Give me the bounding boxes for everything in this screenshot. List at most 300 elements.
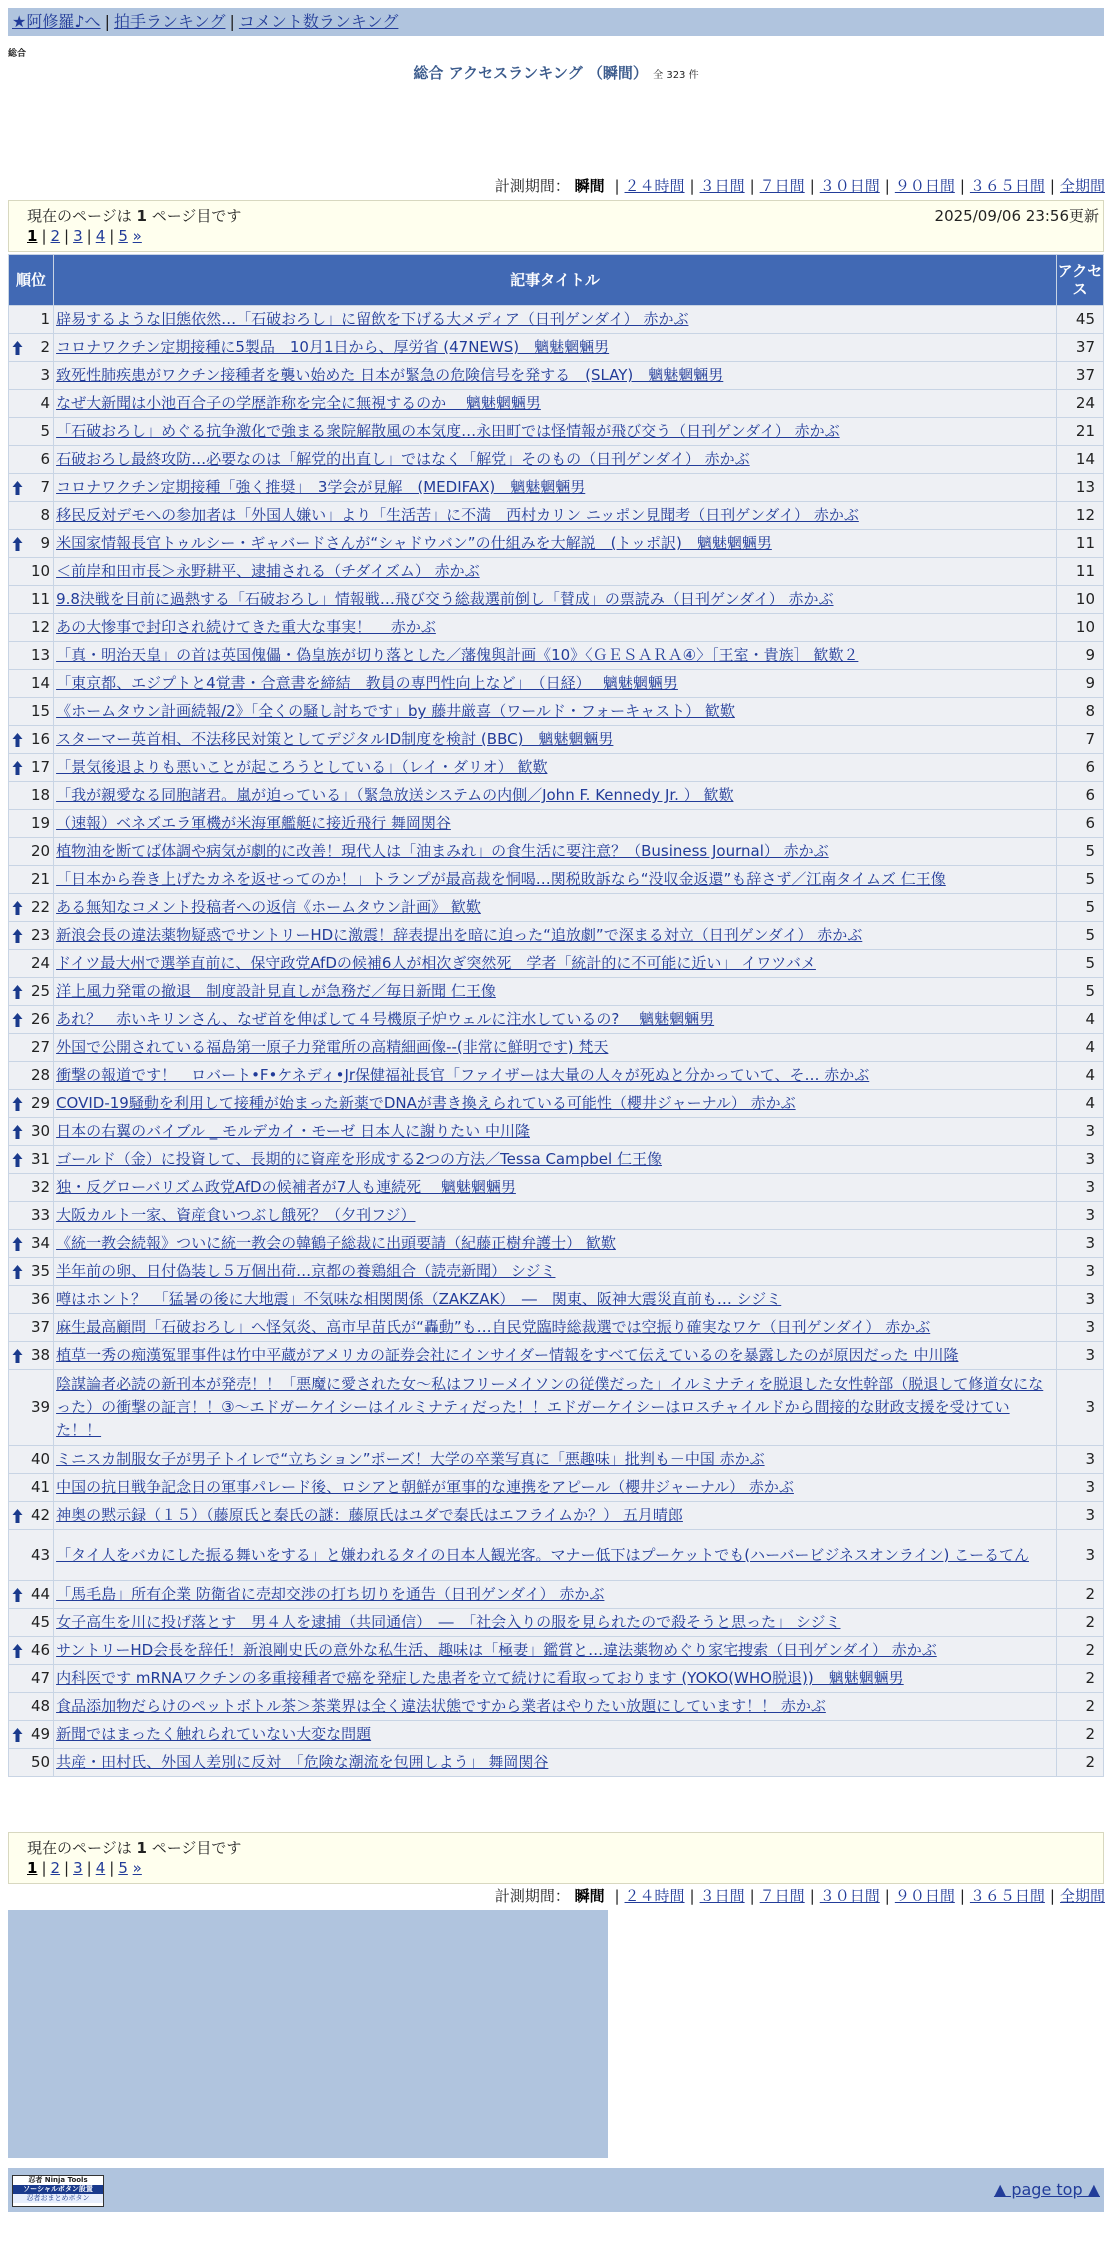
- rank-number: 6: [40, 450, 51, 468]
- article-link[interactable]: あれ？ 赤いキリンさん、なぜ首を伸ばして４号機原子炉ウェルに注水しているの? 魑魅魍魎男: [56, 1010, 715, 1028]
- table-row: [9, 1749, 1103, 1776]
- period-label: 計測期間：: [494, 177, 570, 195]
- rank-cell: [9, 698, 53, 725]
- title-cell: [54, 950, 1056, 977]
- pager-items: [37, 1859, 141, 1877]
- rank-number: 29: [30, 1094, 51, 1112]
- rank-number: 41: [30, 1478, 51, 1496]
- table-row: [9, 1502, 1103, 1529]
- rank-cell: [9, 950, 53, 977]
- article-link[interactable]: 植物油を断てば体調や病気が劇的に改善！現代人は「油まみれ」の食生活に要注意？（Business Journal） 赤かぶ: [56, 842, 829, 860]
- table-row: [9, 530, 1103, 557]
- access-count: 7: [1057, 726, 1103, 753]
- table-row: [9, 726, 1103, 753]
- access-count: 3: [1057, 1174, 1103, 1201]
- article-link[interactable]: COVID-19騒動を利用して接種が始まった新薬でDNAが書き換えられている可能性（櫻井ジャーナル） 赤かぶ: [56, 1094, 796, 1112]
- table-row: [9, 1721, 1103, 1748]
- article-link[interactable]: 食品添加物だらけのペットボトル茶＞茶業界は全く違法状態ですから業者はやりたい放題にしています！！ 赤かぶ: [56, 1697, 826, 1715]
- nav-separator: |: [104, 12, 110, 31]
- pager-page-link[interactable]: 3: [73, 227, 83, 245]
- up-arrow-icon: [12, 1508, 23, 1524]
- article-link[interactable]: 植草一秀の痴漢冤罪事件は竹中平蔵がアメリカの証券会社にインサイダー情報をすべて伝えているのを暴露したのが原因だった 中川隆: [56, 1346, 959, 1364]
- article-link[interactable]: 「タイ人をバカにした振る舞いをする」と嫌われるタイの日本人観光客。マナー低下はプーケットでも(ハーバービジネスオンライン) こーるてん: [56, 1545, 1029, 1564]
- access-count: 5: [1057, 922, 1103, 949]
- table-row: [9, 1034, 1103, 1061]
- period-link[interactable]: ２４時間: [624, 1887, 685, 1905]
- article-link[interactable]: 中国の抗日戦争記念日の軍事パレード後、ロシアと朝鮮が軍事的な連携をアピール（櫻井ジャーナル） 赤かぶ: [56, 1478, 794, 1496]
- period-separator: |: [689, 1887, 695, 1905]
- article-link[interactable]: 衝撃の報道です！ ロバート•F•ケネディ•Jr保健福祉長官「ファイザーは大量の人々が死ぬと分かっていて、そ… 赤かぶ: [56, 1066, 870, 1084]
- article-link[interactable]: 「我が親愛なる同胞諸君。嵐が迫っている」（緊急放送システムの内側／John F. Kennedy Jr. ） 歓歎: [56, 786, 734, 804]
- title-cell: [54, 1530, 1056, 1580]
- article-link[interactable]: 内科医です mRNAワクチンの多重接種者で癌を発症した患者を立て続けに看取っております (YOKO(WHO脱退)) 魑魅魍魎男: [56, 1669, 904, 1687]
- access-count: 10: [1057, 586, 1103, 613]
- title-cell: [54, 1258, 1056, 1285]
- access-count: 3: [1057, 1370, 1103, 1445]
- access-count: 5: [1057, 838, 1103, 865]
- table-row: [9, 1665, 1103, 1692]
- article-link[interactable]: 米国家情報長官トゥルシー・ギャバードさんが“シャドウバン”の仕組みを大解説 (トッポ訳) 魑魅魍魎男: [56, 534, 772, 552]
- period-separator: |: [749, 177, 755, 195]
- rank-number: 33: [30, 1206, 51, 1224]
- period-separator: |: [614, 177, 620, 195]
- rank-cell: [9, 1502, 53, 1529]
- pager-next-link[interactable]: »: [132, 1859, 142, 1877]
- pager-page-link[interactable]: 2: [50, 1859, 61, 1877]
- rank-number: 2: [40, 338, 51, 356]
- article-link[interactable]: サントリーHD会長を辞任！新浪剛史氏の意外な私生活、趣味は「極妻」鑑賞と…違法薬物めぐり家宅捜索（日刊ゲンダイ） 赤かぶ: [56, 1641, 937, 1659]
- table-row: [9, 1446, 1103, 1473]
- up-arrow-icon: [12, 480, 23, 496]
- title-cell: [54, 698, 1056, 725]
- article-link[interactable]: 外国で公開されている福島第一原子力発電所の高精細画像--(非常に鮮明です) 梵天: [56, 1038, 609, 1056]
- title-cell: [54, 530, 1056, 557]
- rank-cell: [9, 1342, 53, 1369]
- article-link[interactable]: ドイツ最大州で選挙直前に、保守政党AfDの候補6人が相次ぎ突然死 学者「統計的に不可能に近い」 イワツバメ: [56, 954, 816, 972]
- article-link[interactable]: 女子高生を川に投げ落とす 男４人を逮捕（共同通信） ― 「社会入りの服を見られたので殺そうと思った」 シジミ: [56, 1613, 841, 1631]
- article-link[interactable]: 「日本から巻き上げたカネを返せってのか！」トランプが最高裁を恫喝…関税敗訴なら“没収金返還”も辞さず／江南タイムズ 仁王像: [56, 870, 946, 888]
- access-header: アクセス: [1057, 255, 1103, 305]
- table-row: [9, 1090, 1103, 1117]
- pager-separator: |: [109, 227, 115, 245]
- pager-separator: |: [64, 1859, 70, 1877]
- period-separator: |: [959, 177, 965, 195]
- up-arrow-icon: [12, 900, 23, 916]
- table-row: [9, 782, 1103, 809]
- period-link[interactable]: ３０日間: [819, 1887, 880, 1905]
- title-cell: [54, 306, 1056, 333]
- article-link[interactable]: 辟易するような旧態依然…「石破おろし」に留飲を下げる大メディア（日刊ゲンダイ） 赤かぶ: [56, 310, 689, 328]
- rank-number: 18: [30, 786, 51, 804]
- rank-cell: [9, 390, 53, 417]
- period-current: 瞬間: [574, 177, 605, 195]
- rank-cell: [9, 1314, 53, 1341]
- rank-number: 50: [30, 1753, 51, 1771]
- ninja-social-button[interactable]: [12, 2175, 104, 2207]
- access-count: 3: [1057, 1146, 1103, 1173]
- pager-next-link[interactable]: »: [132, 227, 142, 245]
- access-count: 3: [1057, 1286, 1103, 1313]
- rank-number: 22: [30, 898, 51, 916]
- access-count: 5: [1057, 866, 1103, 893]
- title-cell: [54, 754, 1056, 781]
- rank-cell: [9, 1530, 53, 1580]
- period-link[interactable]: ３６５日間: [969, 1887, 1045, 1905]
- table-row: [9, 950, 1103, 977]
- pager-separator: |: [86, 227, 92, 245]
- article-link[interactable]: 新聞ではまったく触れられていない大変な問題: [56, 1725, 372, 1743]
- article-link[interactable]: 日本の右翼のバイブル _ モルデカイ・モーゼ 日本人に謝りたい 中川隆: [56, 1122, 530, 1140]
- title-cell: [54, 1446, 1056, 1473]
- article-link[interactable]: 「真・明治天皇」の首は英国傀儡・偽皇族が切り落とした／藩傀與計画《10》〈ＧＥＳＡＲＡ④〉［王室・貴族］ 歓歎２: [56, 646, 859, 664]
- article-link[interactable]: 新浪会長の違法薬物疑惑でサントリーHDに激震！辞表提出を暗に迫った“追放劇”で深まる対立（日刊ゲンダイ） 赤かぶ: [56, 926, 863, 944]
- rank-cell: [9, 782, 53, 809]
- title-cell: [54, 1118, 1056, 1145]
- pager-page-link[interactable]: 3: [73, 1859, 83, 1877]
- title-cell: [54, 782, 1056, 809]
- rank-cell: [9, 1174, 53, 1201]
- rank-cell: [9, 754, 53, 781]
- rank-cell: [9, 1721, 53, 1748]
- rank-cell: [9, 446, 53, 473]
- rank-number: 27: [30, 1038, 51, 1056]
- access-count: 13: [1057, 474, 1103, 501]
- article-link[interactable]: 洋上風力発電の撤退 制度設計見直しが急務だ／毎日新聞 仁王像: [56, 982, 496, 1000]
- pager-separator: |: [64, 227, 70, 245]
- period-separator: |: [749, 1887, 755, 1905]
- access-count: 3: [1057, 1202, 1103, 1229]
- title-cell: [54, 1090, 1056, 1117]
- pager-page-link[interactable]: 4: [95, 1859, 106, 1877]
- rank-number: 14: [30, 674, 51, 692]
- rank-number: 48: [30, 1697, 51, 1715]
- rank-number: 8: [40, 506, 51, 524]
- title-cell: [54, 586, 1056, 613]
- rank-cell: [9, 530, 53, 557]
- pager-status: [27, 205, 241, 226]
- pager-page-link[interactable]: 5: [118, 227, 128, 245]
- rank-number: 39: [30, 1398, 51, 1416]
- access-count: 37: [1057, 362, 1103, 389]
- title-cell: [54, 390, 1056, 417]
- title-cell: [54, 1749, 1056, 1776]
- article-link[interactable]: 致死性肺疾患がワクチン接種者を襲い始めた 日本が緊急の危険信号を発する (SLAY) 魑魅魍魎男: [56, 366, 724, 384]
- access-count: 3: [1057, 1502, 1103, 1529]
- pager-items: [37, 227, 141, 245]
- page-title: 総合 アクセスランキング （瞬間）: [413, 64, 648, 82]
- rank-cell: [9, 1637, 53, 1664]
- title-cell: [54, 1693, 1056, 1720]
- rank-cell: [9, 1370, 53, 1445]
- title-cell: [54, 614, 1056, 641]
- table-row: [9, 1474, 1103, 1501]
- rank-number: 32: [30, 1178, 51, 1196]
- rank-number: 30: [30, 1122, 51, 1140]
- rank-number: 11: [30, 590, 51, 608]
- up-arrow-icon: [12, 1152, 23, 1168]
- up-arrow-icon: [12, 1012, 23, 1028]
- table-row: [9, 866, 1103, 893]
- title-cell: [54, 1062, 1056, 1089]
- rank-number: 9: [40, 534, 51, 552]
- table-row: [9, 810, 1103, 837]
- rank-number: 31: [30, 1150, 51, 1168]
- article-link[interactable]: 半年前の卵、日付偽装し５万個出荷…京都の養鶏組合（読売新聞） シジミ: [56, 1262, 556, 1280]
- article-link[interactable]: 神奥の黙示録（１５）（藤原氏と秦氏の謎：藤原氏はユダで秦氏はエフライムか？） 五月晴郎: [56, 1506, 683, 1524]
- title-cell: [54, 334, 1056, 361]
- comment-ranking-link[interactable]: コメント数ランキング: [238, 12, 399, 31]
- article-link[interactable]: 《ホームタウン計画続報/2》「全くの騒し討ちです」by 藤井厳喜（ワールド・フォーキャスト） 歓歎: [56, 702, 735, 720]
- rank-cell: [9, 362, 53, 389]
- title-cell: [54, 1474, 1056, 1501]
- article-link[interactable]: 麻生最高顧問「石破おろし」へ怪気炎、高市早苗氏が“轟動”も…自民党臨時総裁選では空振り確実なワケ（日刊ゲンダイ） 赤かぶ: [56, 1318, 931, 1336]
- article-link[interactable]: 「石破おろし」めぐる抗争激化で強まる衆院解散風の本気度…永田町では怪情報が飛び交う（日刊ゲンダイ） 赤かぶ: [56, 422, 840, 440]
- title-cell: [54, 1146, 1056, 1173]
- table-row: [9, 1530, 1103, 1580]
- period-link[interactable]: 全期間: [1059, 1887, 1105, 1905]
- up-arrow-icon: [12, 1236, 23, 1252]
- table-row: [9, 1286, 1103, 1313]
- rank-number: 28: [30, 1066, 51, 1084]
- rank-cell: [9, 866, 53, 893]
- rank-cell: [9, 1202, 53, 1229]
- article-link[interactable]: （速報）ベネズエラ軍機が米海軍艦艇に接近飛行 舞岡関谷: [56, 814, 451, 832]
- period-separator: |: [809, 1887, 815, 1905]
- pager-suffix: ページ目です: [151, 1839, 242, 1857]
- up-arrow-icon: [12, 1643, 23, 1659]
- rank-number: 24: [30, 954, 51, 972]
- period-link[interactable]: ３日間: [699, 177, 745, 195]
- title-cell: [54, 1034, 1056, 1061]
- rank-number: 4: [40, 394, 51, 412]
- article-link[interactable]: コロナワクチン定期接種「強く推奨」 3学会が見解 (MEDIFAX) 魑魅魍魎男: [56, 478, 586, 496]
- article-link[interactable]: 移民反対デモへの参加者は「外国人嫌い」より「生活苦」に不満 西村カリン ニッポン見聞考（日刊ゲンダイ） 赤かぶ: [56, 506, 859, 524]
- rank-cell: [9, 474, 53, 501]
- title-header: 記事タイトル: [54, 255, 1056, 305]
- table-row: [9, 1202, 1103, 1229]
- title-cell: [54, 670, 1056, 697]
- pager-links: [27, 1859, 142, 1877]
- title-cell: [54, 1286, 1056, 1313]
- title-cell: [54, 1721, 1056, 1748]
- period-separator: |: [884, 1887, 890, 1905]
- table-header-row: [9, 255, 1103, 305]
- period-link[interactable]: ７日間: [759, 1887, 805, 1905]
- pager-current-number: 1: [136, 1839, 147, 1857]
- table-row: [9, 1062, 1103, 1089]
- title-cell: [54, 1202, 1056, 1229]
- access-count: 4: [1057, 1062, 1103, 1089]
- rank-number: 13: [30, 646, 51, 664]
- access-count: 3: [1057, 1530, 1103, 1580]
- rank-number: 46: [30, 1641, 51, 1659]
- table-row: [9, 586, 1103, 613]
- article-link[interactable]: 陰謀論者必読の新刊本が発売！！「悪魔に愛された女～私はフリーメイソンの従僕だった」イルミナティを脱退した女性幹部（脱退して修道女になった）の衝撃の証言！！③～エドガーケイシーはイルミナティだった！！エドガーケイシーはロスチャイルドから間接的な財政支援を受けていた！！: [56, 1375, 1044, 1439]
- access-count: 2: [1057, 1693, 1103, 1720]
- period-link[interactable]: ９０日間: [894, 177, 955, 195]
- article-link[interactable]: スターマー英首相、不法移民対策としてデジタルID制度を検討 (BBC) 魑魅魍魎男: [56, 730, 614, 748]
- rank-cell: [9, 810, 53, 837]
- table-row: [9, 1230, 1103, 1257]
- pager-current-page: 1: [27, 227, 38, 245]
- title-cell: [54, 810, 1056, 837]
- title-cell: [54, 838, 1056, 865]
- rank-cell: [9, 1230, 53, 1257]
- rank-number: 23: [30, 926, 51, 944]
- rank-cell: [9, 1749, 53, 1776]
- rank-number: 10: [30, 562, 51, 580]
- rank-number: 35: [30, 1262, 51, 1280]
- title-cell: [54, 558, 1056, 585]
- article-link[interactable]: 9.8決戦を目前に過熱する「石破おろし」情報戦…飛び交う総裁選前倒し「賛成」の票読み（日刊ゲンダイ） 赤かぶ: [56, 590, 834, 608]
- rank-cell: [9, 670, 53, 697]
- period-link[interactable]: ３０日間: [819, 177, 880, 195]
- pager-top: [8, 200, 1104, 252]
- access-count: 12: [1057, 502, 1103, 529]
- title-cell: [54, 978, 1056, 1005]
- rank-number: 16: [30, 730, 51, 748]
- period-current: 瞬間: [574, 1887, 605, 1905]
- table-row: [9, 698, 1103, 725]
- clap-ranking-link[interactable]: 拍手ランキング: [113, 12, 226, 31]
- article-link[interactable]: 「景気後退よりも悪いことが起ころうとしている」（レイ・ダリオ） 歓歎: [56, 758, 548, 776]
- access-count: 2: [1057, 1609, 1103, 1636]
- table-row: [9, 1370, 1103, 1445]
- access-count: 11: [1057, 558, 1103, 585]
- title-cell: [54, 1581, 1056, 1608]
- access-count: 6: [1057, 754, 1103, 781]
- access-count: 2: [1057, 1581, 1103, 1608]
- ranking-table: [8, 254, 1104, 1777]
- rank-number: 34: [30, 1234, 51, 1252]
- access-count: 6: [1057, 782, 1103, 809]
- rank-number: 3: [40, 366, 51, 384]
- table-row: [9, 1637, 1103, 1664]
- access-count: 45: [1057, 306, 1103, 333]
- rank-number: 19: [30, 814, 51, 832]
- access-count: 21: [1057, 418, 1103, 445]
- rank-number: 26: [30, 1010, 51, 1028]
- article-link[interactable]: なぜ大新聞は小池百合子の学歴詐称を完全に無視するのか 魑魅魍魎男: [56, 394, 541, 412]
- title-cell: [54, 362, 1056, 389]
- rank-cell: [9, 502, 53, 529]
- article-link[interactable]: コロナワクチン定期接種に5製品 10月1日から、厚労省 (47NEWS) 魑魅魍魎男: [56, 338, 610, 356]
- period-link[interactable]: ３日間: [699, 1887, 745, 1905]
- article-link[interactable]: あの大惨事で封印され続けてきた重大な事実！ 赤かぶ: [56, 618, 436, 636]
- rank-number: 43: [30, 1545, 51, 1564]
- access-count: 3: [1057, 1230, 1103, 1257]
- rank-cell: [9, 1006, 53, 1033]
- article-link[interactable]: 独・反グローバリズム政党AfDの候補者が7人も連続死 魑魅魍魎男: [56, 1178, 516, 1196]
- period-link[interactable]: ９０日間: [894, 1887, 955, 1905]
- rank-number: 7: [40, 478, 51, 496]
- rank-cell: [9, 586, 53, 613]
- category-label: 総合: [8, 49, 27, 59]
- period-link[interactable]: ３６５日間: [969, 177, 1045, 195]
- nav-separator: |: [229, 12, 235, 31]
- rank-cell: [9, 1474, 53, 1501]
- pager-page-link[interactable]: 4: [95, 227, 106, 245]
- period-items: [609, 177, 1105, 195]
- table-row: [9, 922, 1103, 949]
- article-link[interactable]: ゴールド（金）に投資して、長期的に資産を形成する2つの方法／Tessa Campbel 仁王像: [56, 1150, 662, 1168]
- pager-current-page: 1: [27, 1859, 38, 1877]
- article-link[interactable]: 石破おろし最終攻防…必要なのは「解党的出直し」ではなく「解党」そのもの（日刊ゲンダイ） 赤かぶ: [56, 450, 750, 468]
- rank-number: 12: [30, 618, 51, 636]
- home-link[interactable]: ★阿修羅♪へ: [12, 12, 101, 31]
- table-row: [9, 978, 1103, 1005]
- table-row: [9, 1342, 1103, 1369]
- rank-number: 38: [30, 1346, 51, 1364]
- article-link[interactable]: 《統一教会続報》ついに統一教会の韓鶴子総裁に出頭要請（紀藤正樹弁護士） 歓歎: [56, 1234, 616, 1252]
- up-arrow-icon: [12, 1124, 23, 1140]
- table-row: [9, 614, 1103, 641]
- table-row: [9, 446, 1103, 473]
- rank-cell: [9, 1665, 53, 1692]
- pager-status: [27, 1837, 241, 1858]
- table-row: [9, 1174, 1103, 1201]
- period-separator: |: [809, 177, 815, 195]
- article-link[interactable]: 大阪カルト一家、資産食いつぶし餓死？（夕刊フジ）: [56, 1206, 416, 1224]
- access-count: 10: [1057, 614, 1103, 641]
- access-count: 11: [1057, 530, 1103, 557]
- title-cell: [54, 894, 1056, 921]
- table-row: [9, 334, 1103, 361]
- article-link[interactable]: ある無知なコメント投稿者への返信《ホームタウン計画》 歓歎: [56, 898, 481, 916]
- access-count: 37: [1057, 334, 1103, 361]
- table-row: [9, 1006, 1103, 1033]
- article-link[interactable]: 「東京都、エジプトと4覚書・合意書を締結 教員の専門性向上など」 （日経） 魑魅魍魎男: [56, 674, 678, 692]
- rank-cell: [9, 1693, 53, 1720]
- up-arrow-icon: [12, 1348, 23, 1364]
- rank-number: 44: [30, 1585, 51, 1603]
- article-link[interactable]: ミニスカ制服女子が男子トイレで“立ちション”ポーズ！大学の卒業写真に「悪趣味」批判も－中国 赤かぶ: [56, 1450, 765, 1468]
- title-cell: [54, 1230, 1056, 1257]
- access-count: 2: [1057, 1721, 1103, 1748]
- table-row: [9, 1693, 1103, 1720]
- period-link[interactable]: ２４時間: [624, 177, 685, 195]
- up-arrow-icon: [12, 1727, 23, 1743]
- period-link[interactable]: ７日間: [759, 177, 805, 195]
- table-row: [9, 1314, 1103, 1341]
- table-row: [9, 1609, 1103, 1636]
- up-arrow-icon: [12, 1587, 23, 1603]
- ranking-body: [9, 306, 1103, 1776]
- access-count: 2: [1057, 1665, 1103, 1692]
- page-top-link[interactable]: ▲ page top ▲: [993, 2180, 1100, 2199]
- access-count: 9: [1057, 670, 1103, 697]
- rank-cell: [9, 922, 53, 949]
- article-link[interactable]: 「馬毛島」所有企業 防衛省に売却交渉の打ち切りを通告（日刊ゲンダイ） 赤かぶ: [56, 1585, 605, 1603]
- title-cell: [54, 1637, 1056, 1664]
- rank-cell: [9, 642, 53, 669]
- period-selector-top: [495, 176, 1105, 196]
- pager-bottom: [8, 1832, 1104, 1884]
- rank-cell: [9, 418, 53, 445]
- up-arrow-icon: [12, 340, 23, 356]
- pager-page-link[interactable]: 2: [50, 227, 61, 245]
- access-count: 3: [1057, 1314, 1103, 1341]
- table-row: [9, 1581, 1103, 1608]
- rank-cell: [9, 726, 53, 753]
- access-count: 24: [1057, 390, 1103, 417]
- period-link[interactable]: 全期間: [1059, 177, 1105, 195]
- article-link[interactable]: ＜前岸和田市長＞永野耕平、逮捕される（チダイズム） 赤かぶ: [56, 562, 480, 580]
- pager-page-link[interactable]: 5: [118, 1859, 128, 1877]
- article-link[interactable]: 噂はホント？ 「猛暑の後に大地震」不気味な相関関係（ZAKZAK） ― 関東、阪神大震災直前も… シジミ: [56, 1290, 782, 1308]
- rank-header: 順位: [9, 255, 53, 305]
- article-link[interactable]: 共産・田村氏、外国人差別に反対 「危険な潮流を包囲しよう」 舞岡関谷: [56, 1753, 549, 1771]
